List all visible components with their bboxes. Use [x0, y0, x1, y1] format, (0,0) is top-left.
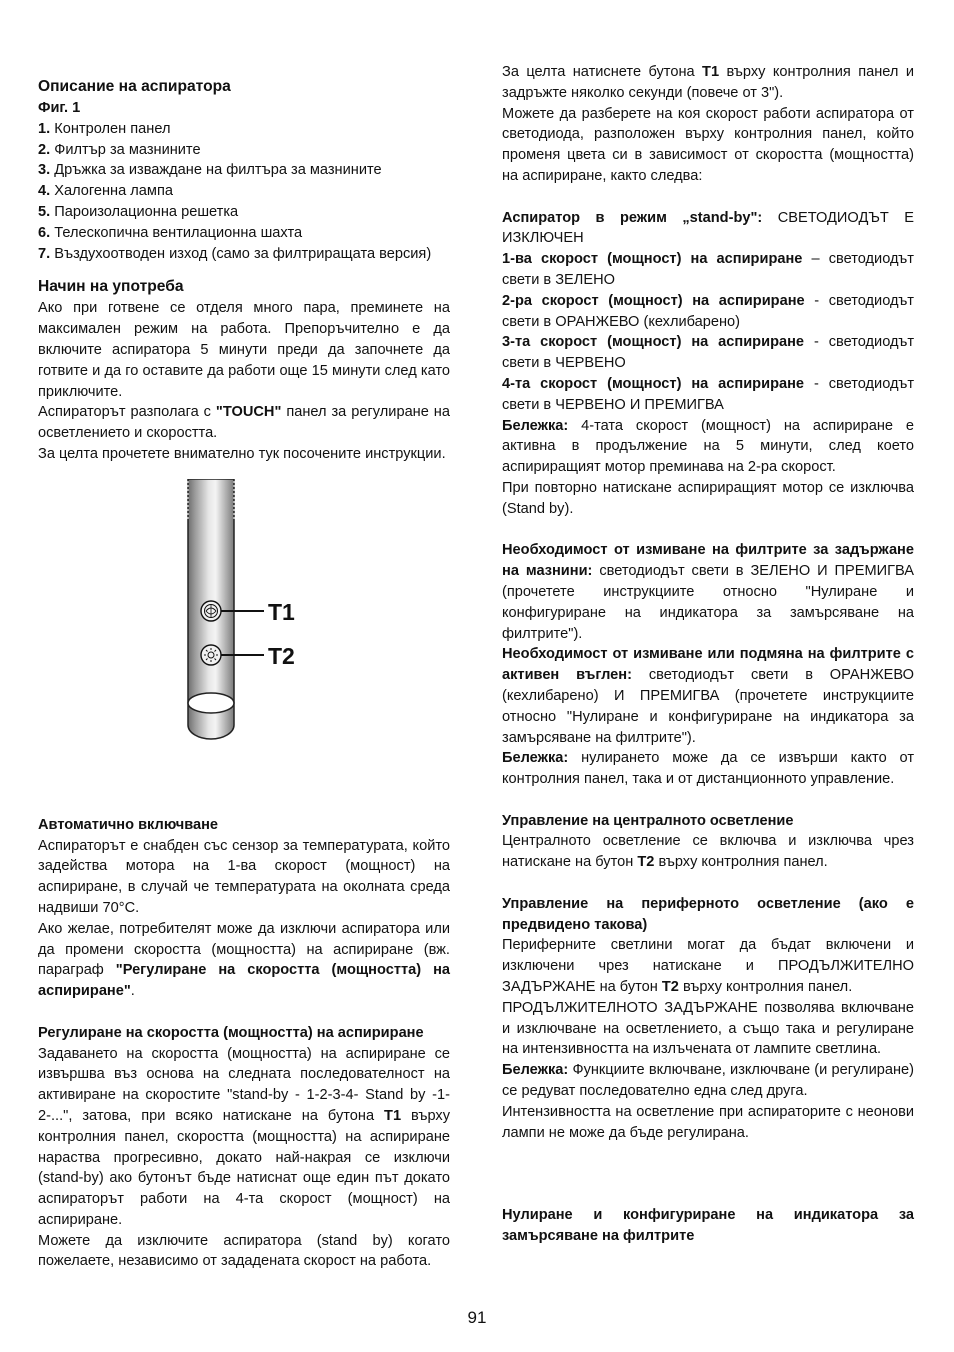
speed-paragraph-2: Можете да изключите аспиратора (stand by) когато пожелаете, независимо от зададената скорост на работа. [38, 1232, 450, 1270]
grease-filter-paragraph: Необходимост от измиване на филтрите за задържане на мазнини: светодиодът свети в ЗЕЛЕНО И ПРЕМИГВА (прочетете инструкциите относно "Нулиране и конфигуриране на индикатора за замърсяване на филтрите"). [502, 542, 914, 642]
section-title-description: Описание на аспиратора [38, 78, 231, 95]
press-t1-paragraph: За целта натиснете бутона T1 върху контролния панел и задръжте няколко секунди (повече от 3"). [502, 64, 915, 101]
standby-paragraph: При повторно натискане аспириращият мотор се изключва (Stand by). [502, 479, 914, 517]
control-panel-illustration [38, 479, 450, 779]
note-functions: Бележка: Функциите включване, изключване (и регулиране) се редуват последователно една след друга. [502, 1062, 914, 1100]
list-item: 7. Въздухоотводен изход (само за филтриращата версия) [38, 245, 432, 262]
usage-paragraph: Ако при готвене се отделя много пара, преминете на максимален режим на работа. Препоръчително е да включите аспиратора 5 минути преди да започнете да готвите и да го оставите да работи още 15 минути след като приключите. [38, 300, 450, 400]
speed-2-status: 2-ра скорост (мощност) на аспириране - светодиодът свети в ОРАНЖЕВО (кехлибарено) [502, 292, 914, 330]
t1-label: T1 [268, 598, 295, 625]
list-item: 3. Дръжка за изваждане на филтъра за мазнините [38, 162, 382, 179]
note-speed-4: Бележка: 4-тата скорост (мощност) на аспириране е активна в продължение на 5 минути, след което аспириращият мотор преминава на 2-ра скорост. [502, 417, 914, 476]
list-item: 1. Контролен панел [38, 120, 171, 137]
list-item: 2. Филтър за мазнините [38, 141, 201, 158]
speed-paragraph-1: Задаването на скоростта (мощността) на аспириране се извършва въз основа на следната последователност на активиране на скоростите "stand-by - 1-2-3-4- Stand by -1-2-...", затова, при всяко натискане на бутона T1 върху контролния панел, скоростта (мощността) на аспириране нараства прогресивно, докато най-накрая се изключи (stand-by) ако бутонът бъде натиснат още един път докато аспираторът работи на 4-та скорост (мощност) на аспириране. [38, 1045, 450, 1228]
standby-status: Аспиратор в режим „stand-by": СВЕТОДИОДЪТ Е ИЗКЛЮЧЕН [502, 209, 914, 247]
section-title-reset: Нулиране и конфигуриране на индикатора за замърсяване на филтрите [502, 1207, 914, 1245]
instructions-paragraph: За целта прочетете внимателно тук посочените инструкции. [38, 445, 446, 462]
list-item: 6. Телескопична вентилационна шахта [38, 224, 303, 241]
led-intro-paragraph: Можете да разберете на коя скорост работи аспиратора от светодиода, разположен върху контролния панел, който променя цвета си в зависимост от скоростта (мощността) на аспириране, както следва: [502, 105, 914, 184]
neon-paragraph: Интензивността на осветление при аспираторите с неонови лампи не може да бъде регулирана. [502, 1103, 914, 1141]
control-panel-figure [38, 479, 450, 779]
speed-3-status: 3-та скорост (мощност) на аспириране - светодиодът свети в ЧЕРВЕНО [502, 334, 915, 372]
left-column [38, 62, 450, 1272]
touch-paragraph: Аспираторът разполага с "TOUCH" панел за регулиране на осветлението и скоростта. [38, 404, 450, 442]
peripheral-paragraph-2: ПРОДЪЛЖИТЕЛНОТО ЗАДЪРЖАНЕ позволява включване и изключване на осветлението, а също така и регулиране на интензивността на излъчената от лампите светлина. [502, 999, 914, 1058]
tube-opening [188, 693, 234, 713]
section-title-central-light: Управление на централното осветление [502, 812, 794, 829]
t2-label: T2 [268, 642, 295, 669]
auto-paragraph-2: Ако желае, потребителят може да изключи аспиратора или да промени скоростта (мощността) на аспириране (вж. параграф "Регулиране на скоростта (мощността) на аспириране". [38, 920, 450, 1000]
section-title-auto: Автоматично включване [38, 816, 219, 833]
figure-label: Фиг. 1 [38, 100, 81, 116]
speed-4-status: 4-та скорост (мощност) на аспириране - светодиодът свети в ЧЕРВЕНО И ПРЕМИГВА [502, 375, 915, 413]
carbon-filter-paragraph: Необходимост от измиване или подмяна на филтрите с активен въглен: светодиодът свети в ОРАНЖЕВО (кехлибарено) И ПРЕМИГВА (прочетете инструкциите относно "Нулиране и конфигуриране на индикатора за замърсяване на филтрите"). [502, 646, 915, 746]
parts-list [38, 119, 450, 265]
peripheral-paragraph-1: Периферните светлини могат да бъдат включени и изключени чрез натискане и ПРОДЪЛЖИТЕЛНО ЗАДЪРЖАНЕ на бутон T2 върху контролния панел. [502, 937, 914, 996]
fan-button-icon [201, 601, 221, 621]
list-item: 4. Халогенна лампа [38, 183, 173, 200]
right-column [502, 62, 914, 1247]
list-item: 5. Пароизолационна решетка [38, 203, 239, 220]
speed-1-status: 1-ва скорост (мощност) на аспириране – светодиодът свети в ЗЕЛЕНО [502, 251, 914, 288]
section-title-peripheral-light: Управление на периферното осветление (ако е предвидено такова) [502, 895, 914, 933]
page-number: 91 [467, 1308, 487, 1327]
auto-paragraph-1: Аспираторът е снабден със сензор за температурата, който задейства мотора на 1-ва скорост (мощност) на аспириране, в случай че температурата на околната среда надвиши 70°C. [38, 837, 450, 916]
central-light-paragraph: Централното осветление се включва и изключва чрез натискане на бутон T2 върху контролния панел. [502, 833, 914, 871]
section-title-usage: Начин на употреба [38, 278, 184, 296]
section-title-speed: Регулиране на скоростта (мощността) на аспириране [38, 1024, 424, 1041]
light-button-icon [201, 645, 221, 665]
note-reset: Бележка: нулирането може да се извърши както от контролния панел, така и от дистанционното управление. [502, 750, 914, 788]
